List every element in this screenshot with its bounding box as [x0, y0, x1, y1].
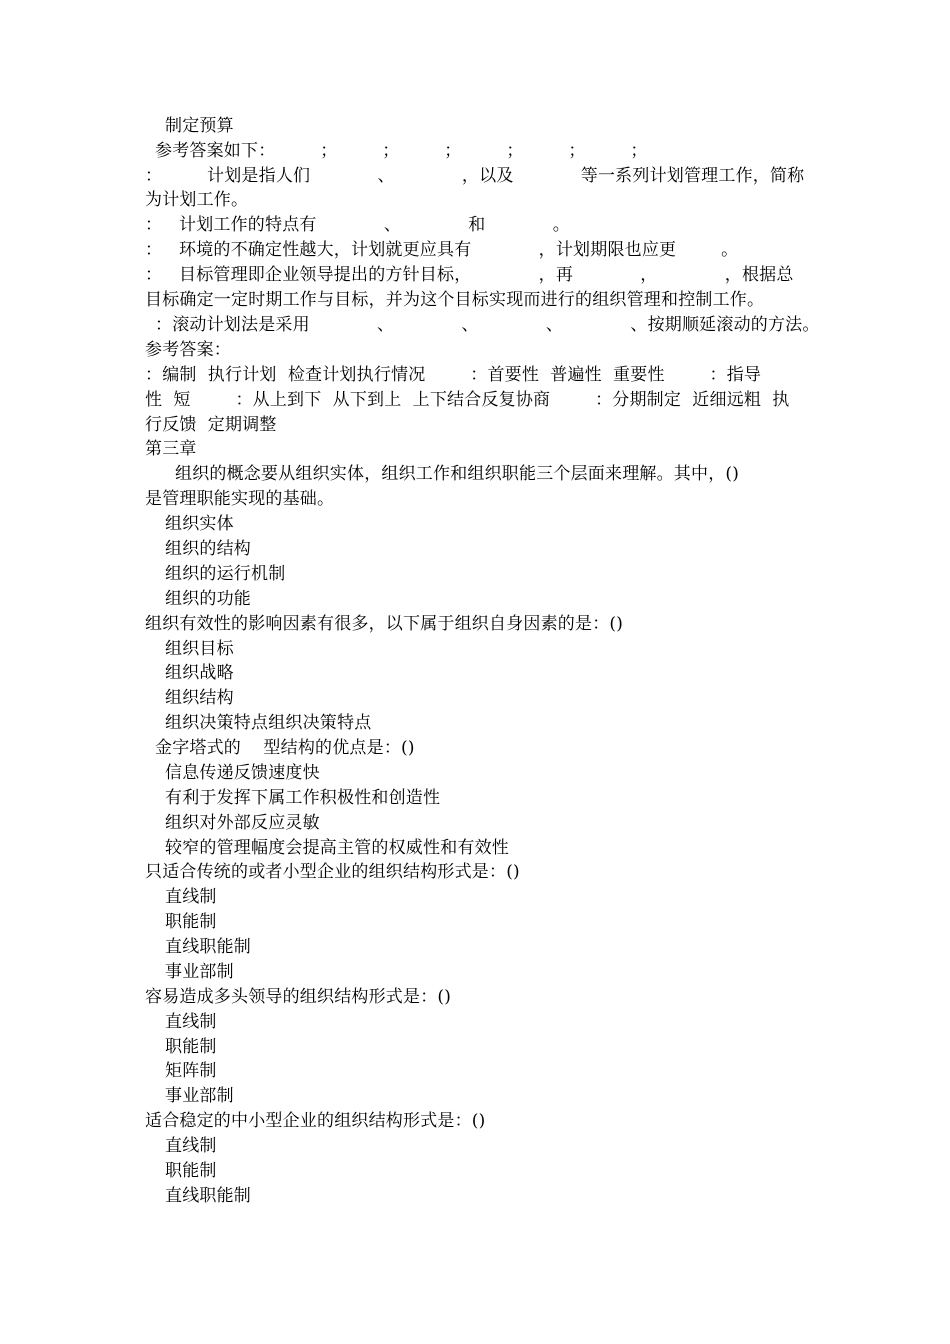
option-text: 信息传递反馈速度快 — [165, 763, 320, 783]
option-text: 较窄的管理幅度会提高主管的权威性和有效性 — [165, 838, 509, 858]
question-text: 适合稳定的中小型企业的组织结构形式是：() — [145, 1111, 486, 1131]
option-text: 直线制 — [165, 1136, 217, 1156]
option-text: 组织对外部反应灵敏 — [165, 813, 320, 833]
answer-line: 行反馈 定期调整 — [145, 415, 277, 435]
answer-heading: 参考答案： — [145, 340, 231, 360]
option-text: 制定预算 — [165, 116, 234, 136]
option-text: 组织决策特点组织决策特点 — [165, 713, 372, 733]
option-text: 组织的运行机制 — [165, 564, 286, 584]
option-text: 组织目标 — [165, 639, 234, 659]
answer-key-line: 参考答案如下： ； ； ； ； ； ； — [155, 141, 648, 161]
question-continuation: 是管理职能实现的基础。 — [145, 489, 335, 509]
option-text: 事业部制 — [165, 962, 234, 982]
question-text: 只适合传统的或者小型企业的组织结构形式是：() — [145, 862, 520, 882]
option-text: 直线制 — [165, 1012, 217, 1032]
option-text: 直线职能制 — [165, 1186, 251, 1206]
fill-blank-question: ：滚动计划法是采用 、 、 、 、按期顺延滚动的方法。 — [155, 315, 820, 335]
question-text: 容易造成多头领导的组织结构形式是：() — [145, 987, 452, 1007]
question-text: 金字塔式的 型结构的优点是：() — [155, 738, 415, 758]
option-text: 组织实体 — [165, 514, 234, 534]
fill-blank-question: ： 环境的不确定性越大，计划就更应具有 ，计划期限也应更 。 — [145, 240, 739, 260]
answer-line: ：编制 执行计划 检查计划执行情况 ：首要性 普遍性 重要性 ：指导 — [145, 365, 762, 385]
chapter-heading: 第三章 — [145, 439, 197, 459]
answer-line: 性 短 ：从上到下 从下到上 上下结合反复协商 ：分期制定 近细远粗 执 — [145, 390, 790, 410]
option-text: 组织战略 — [165, 663, 234, 683]
question-continuation: 目标确定一定时期工作与目标，并为这个目标实现而进行的组织管理和控制工作。 — [145, 290, 765, 310]
question-text: 组织有效性的影响因素有很多，以下属于组织自身因素的是：() — [145, 614, 624, 634]
question-text: 组织的概念要从组织实体，组织工作和组织职能三个层面来理解。其中，() — [175, 464, 740, 484]
option-text: 有利于发挥下属工作积极性和创造性 — [165, 788, 441, 808]
option-text: 组织结构 — [165, 688, 234, 708]
fill-blank-question: ： 目标管理即企业领导提出的方针目标， ，再 ， ，根据总 — [145, 265, 794, 285]
question-continuation: 为计划工作。 — [145, 190, 249, 210]
option-text: 职能制 — [165, 1037, 217, 1057]
option-text: 直线制 — [165, 887, 217, 907]
option-text: 职能制 — [165, 1161, 217, 1181]
option-text: 组织的结构 — [165, 539, 251, 559]
option-text: 矩阵制 — [165, 1061, 217, 1081]
option-text: 事业部制 — [165, 1086, 234, 1106]
option-text: 职能制 — [165, 912, 217, 932]
fill-blank-question: ： 计划是指人们 、 ，以及 等一系列计划管理工作，简称 — [145, 166, 805, 186]
option-text: 组织的功能 — [165, 589, 251, 609]
fill-blank-question: ： 计划工作的特点有 、 和 。 — [145, 215, 570, 235]
option-text: 直线职能制 — [165, 937, 251, 957]
